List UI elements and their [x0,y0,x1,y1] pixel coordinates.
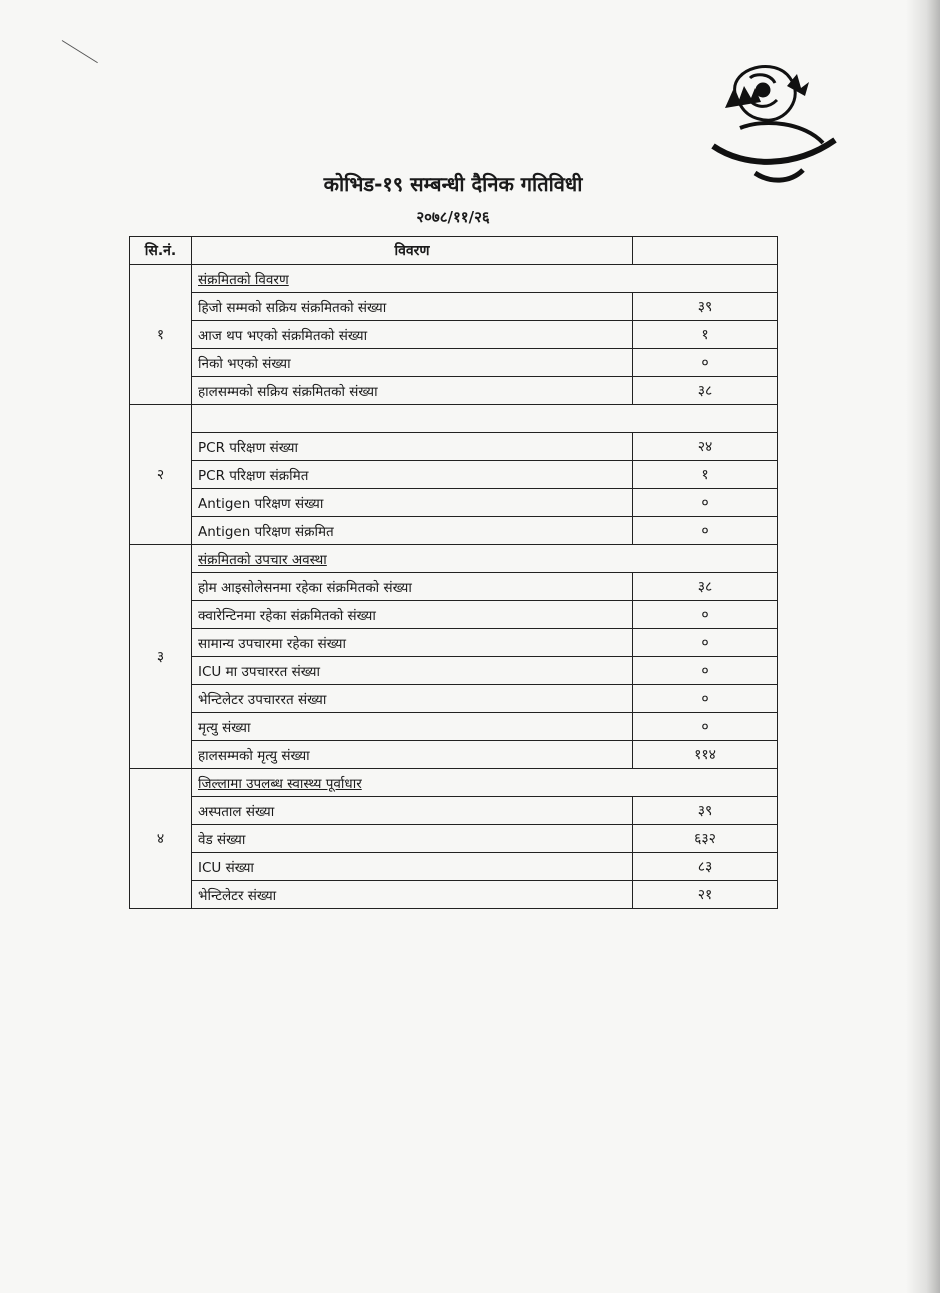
section-heading-row [130,265,778,293]
row-value: ० [633,713,778,741]
table-row [130,433,778,461]
row-value: २४ [633,433,778,461]
table-row [130,685,778,713]
row-value: ० [633,657,778,685]
row-label: क्वारेन्टिनमा रहेका संक्रमितको संख्या [192,601,633,629]
row-label: भेन्टिलेटर संख्या [192,881,633,909]
row-value: ३९ [633,797,778,825]
row-value: २१ [633,881,778,909]
serial-number: ३ [130,545,192,769]
section-heading: संक्रमितको विवरण [192,265,778,293]
row-label: Antigen परिक्षण संख्या [192,489,633,517]
row-label: आज थप भएको संक्रमितको संख्या [192,321,633,349]
row-label: हिजो सम्मको सक्रिय संक्रमितको संख्या [192,293,633,321]
serial-number: २ [130,405,192,545]
row-label: अस्पताल संख्या [192,797,633,825]
table-row [130,629,778,657]
table-row [130,573,778,601]
covid-activity-table [129,236,778,909]
row-value: ३८ [633,573,778,601]
table-row [130,293,778,321]
row-value: ० [633,517,778,545]
table-row [130,853,778,881]
table-row [130,461,778,489]
row-label: PCR परिक्षण संख्या [192,433,633,461]
row-value: ६३२ [633,825,778,853]
document-date: २०७८/११/२६ [416,208,490,226]
row-value: ० [633,685,778,713]
row-label: PCR परिक्षण संक्रमित [192,461,633,489]
row-label: ICU मा उपचाररत संख्या [192,657,633,685]
row-label: Antigen परिक्षण संक्रमित [192,517,633,545]
scan-edge-shadow [906,0,940,1293]
section-heading-row [130,545,778,573]
table-row [130,797,778,825]
row-label: सामान्य उपचारमा रहेका संख्या [192,629,633,657]
table-row [130,377,778,405]
section-heading: जिल्लामा उपलब्ध स्वास्थ्य पूर्वाधार [192,769,778,797]
section-heading [192,405,778,433]
table-row [130,741,778,769]
row-label: होम आइसोलेसनमा रहेका संक्रमितको संख्या [192,573,633,601]
row-label: ICU संख्या [192,853,633,881]
section-heading: संक्रमितको उपचार अवस्था [192,545,778,573]
table-row [130,601,778,629]
serial-number: १ [130,265,192,405]
row-value: ३९ [633,293,778,321]
section-heading-row [130,769,778,797]
table-row [130,881,778,909]
scan-mark [62,40,98,63]
document-title: कोभिड-१९ सम्बन्धी दैनिक गतिविधी [323,172,583,196]
header-description: विवरण [192,237,633,265]
row-label: निको भएको संख्या [192,349,633,377]
table-row [130,321,778,349]
row-value: ० [633,629,778,657]
row-label: मृत्यु संख्या [192,713,633,741]
row-value: ० [633,349,778,377]
row-value: ८३ [633,853,778,881]
serial-number: ४ [130,769,192,909]
row-label: भेन्टिलेटर उपचाररत संख्या [192,685,633,713]
row-label: हालसम्मको मृत्यु संख्या [192,741,633,769]
row-value: ० [633,489,778,517]
row-value: ३८ [633,377,778,405]
table-row [130,657,778,685]
section-heading-row [130,405,778,433]
table-row [130,517,778,545]
row-value: १ [633,321,778,349]
row-value: १ [633,461,778,489]
header-value [633,237,778,265]
table-row [130,713,778,741]
row-label: हालसम्मको सक्रिय संक्रमितको संख्या [192,377,633,405]
row-value: ० [633,601,778,629]
row-value: ११४ [633,741,778,769]
table-row [130,349,778,377]
table-row [130,825,778,853]
row-label: वेड संख्या [192,825,633,853]
table-header-row [130,237,778,265]
header-sn: सि.नं. [130,237,192,265]
table-row [130,489,778,517]
